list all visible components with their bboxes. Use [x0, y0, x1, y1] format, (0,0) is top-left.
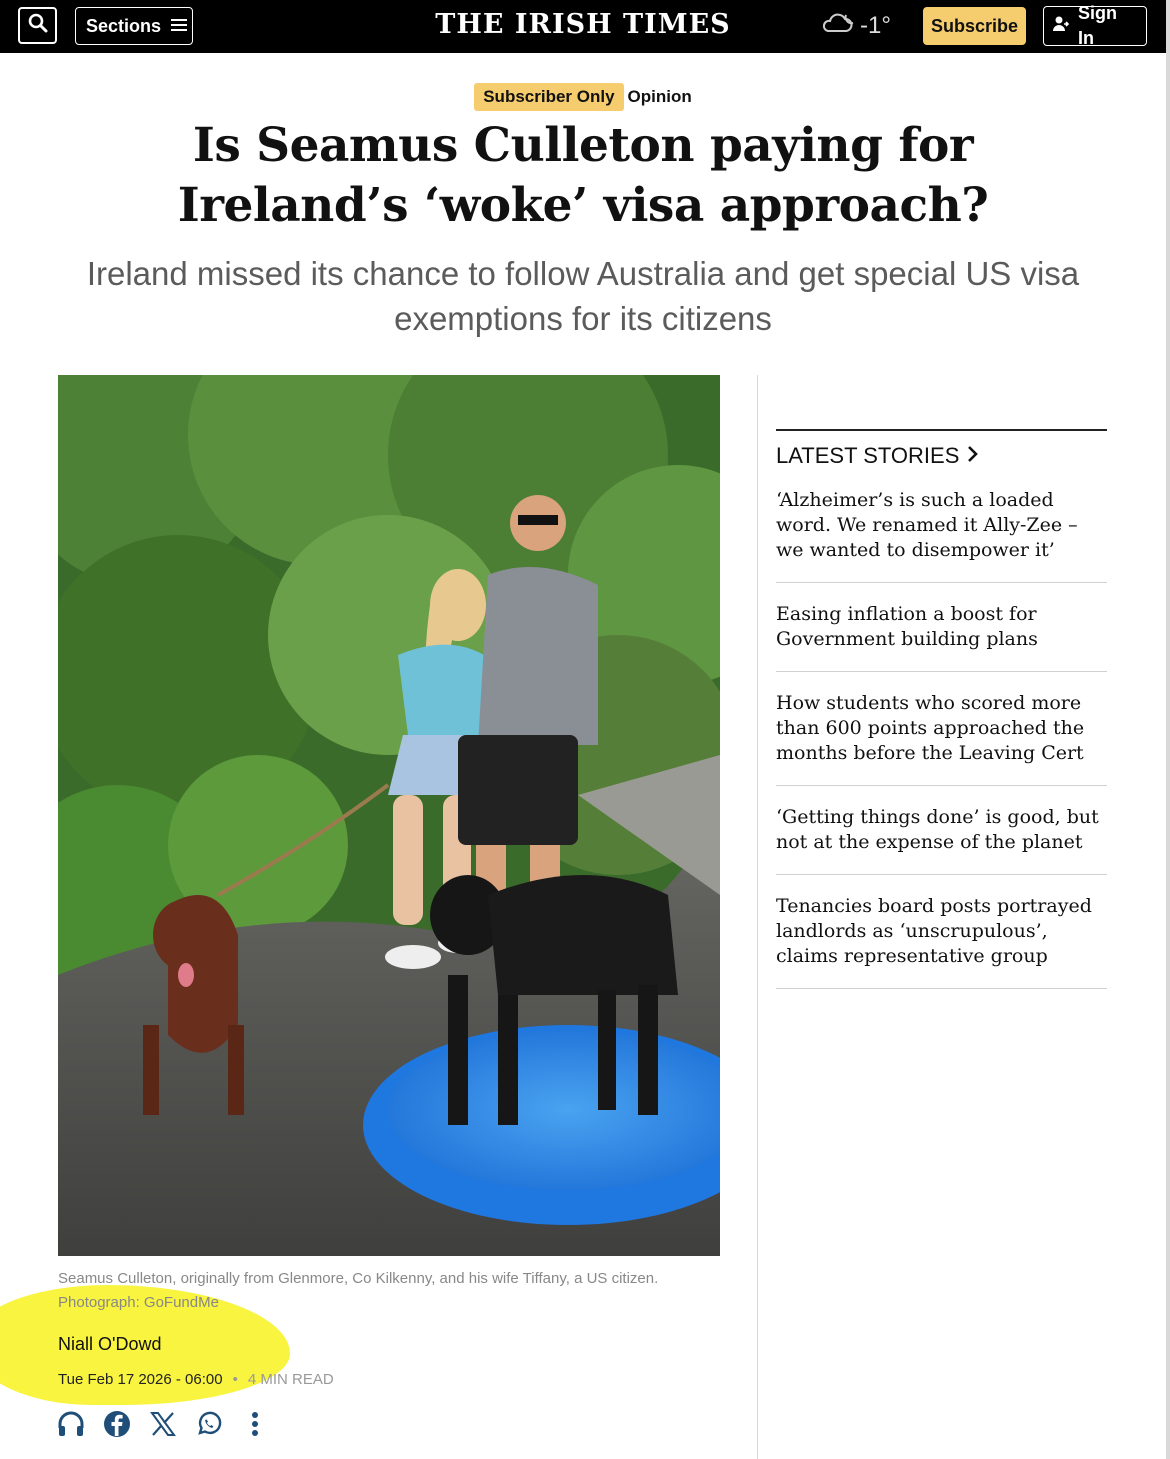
article-standfirst: Ireland missed its chance to follow Australia and get special US visa exemptions for its citizens — [86, 255, 1080, 337]
search-icon — [28, 13, 48, 38]
column-divider — [757, 375, 758, 1459]
read-time: 4 MIN READ — [247, 1371, 334, 1388]
author-byline[interactable]: Niall O'Dowd — [58, 1334, 162, 1354]
story-link[interactable]: How students who scored more than 600 points approached the months before the Leaving Cert — [776, 672, 1107, 786]
top-navigation-bar — [0, 0, 1166, 53]
latest-stories-heading[interactable] — [776, 442, 1107, 470]
meta-separator: • — [232, 1371, 238, 1388]
more-icon[interactable] — [241, 1408, 269, 1440]
whatsapp-icon[interactable] — [195, 1408, 223, 1440]
story-link[interactable]: Easing inflation a boost for Government building plans — [776, 583, 1107, 672]
story-link[interactable]: ‘Alzheimer’s is such a loaded word. We renamed it Ally-Zee – we wanted to disempower it’ — [776, 478, 1107, 583]
sign-in-button[interactable] — [1043, 3, 1147, 48]
subscriber-only-badge: Subscriber Only — [474, 83, 623, 111]
subscribe-button[interactable]: Subscribe — [923, 7, 1026, 45]
scrollbar-track[interactable] — [1166, 0, 1170, 1459]
masthead-logo[interactable]: THE IRISH TIMES — [435, 9, 731, 40]
sections-menu-button[interactable] — [75, 7, 193, 45]
x-icon[interactable] — [149, 1408, 177, 1440]
category-label[interactable]: Opinion — [627, 87, 692, 106]
chevron-right-icon — [967, 443, 979, 469]
sections-label: Sections — [86, 15, 162, 36]
facebook-icon[interactable] — [103, 1408, 131, 1440]
weather-temperature: -1° — [860, 12, 891, 39]
latest-stories-label: LATEST STORIES — [776, 443, 960, 468]
article-meta — [58, 1371, 334, 1388]
article-photo[interactable] — [58, 375, 720, 1256]
weather-widget[interactable] — [820, 10, 891, 42]
story-link[interactable]: ‘Getting things done’ is good, but not at the expense of the planet — [776, 786, 1107, 875]
user-icon — [1052, 15, 1070, 38]
cloud-moon-icon — [820, 11, 856, 42]
photo-caption: Seamus Culleton, originally from Glenmore, Co Kilkenny, and his wife Tiffany, a US citizen. Photograph: GoFundMe — [58, 1270, 659, 1311]
sign-in-label: Sign In — [1078, 3, 1117, 48]
latest-stories-sidebar — [776, 429, 1107, 989]
story-link[interactable]: Tenancies board posts portrayed landlords as ‘unscrupulous’, claims representative group — [776, 875, 1107, 989]
stories-list — [776, 478, 1107, 989]
search-button[interactable] — [18, 7, 57, 44]
hamburger-icon — [171, 16, 187, 37]
sidebar-top-rule — [776, 429, 1107, 431]
article-headline: Is Seamus Culleton paying for Ireland’s ‘woke’ visa approach? — [177, 118, 989, 233]
publish-date: Tue Feb 17 2026 - 06:00 — [58, 1371, 223, 1388]
article-tags — [0, 83, 1166, 111]
headphones-icon[interactable] — [57, 1408, 85, 1440]
share-toolbar — [57, 1408, 269, 1440]
